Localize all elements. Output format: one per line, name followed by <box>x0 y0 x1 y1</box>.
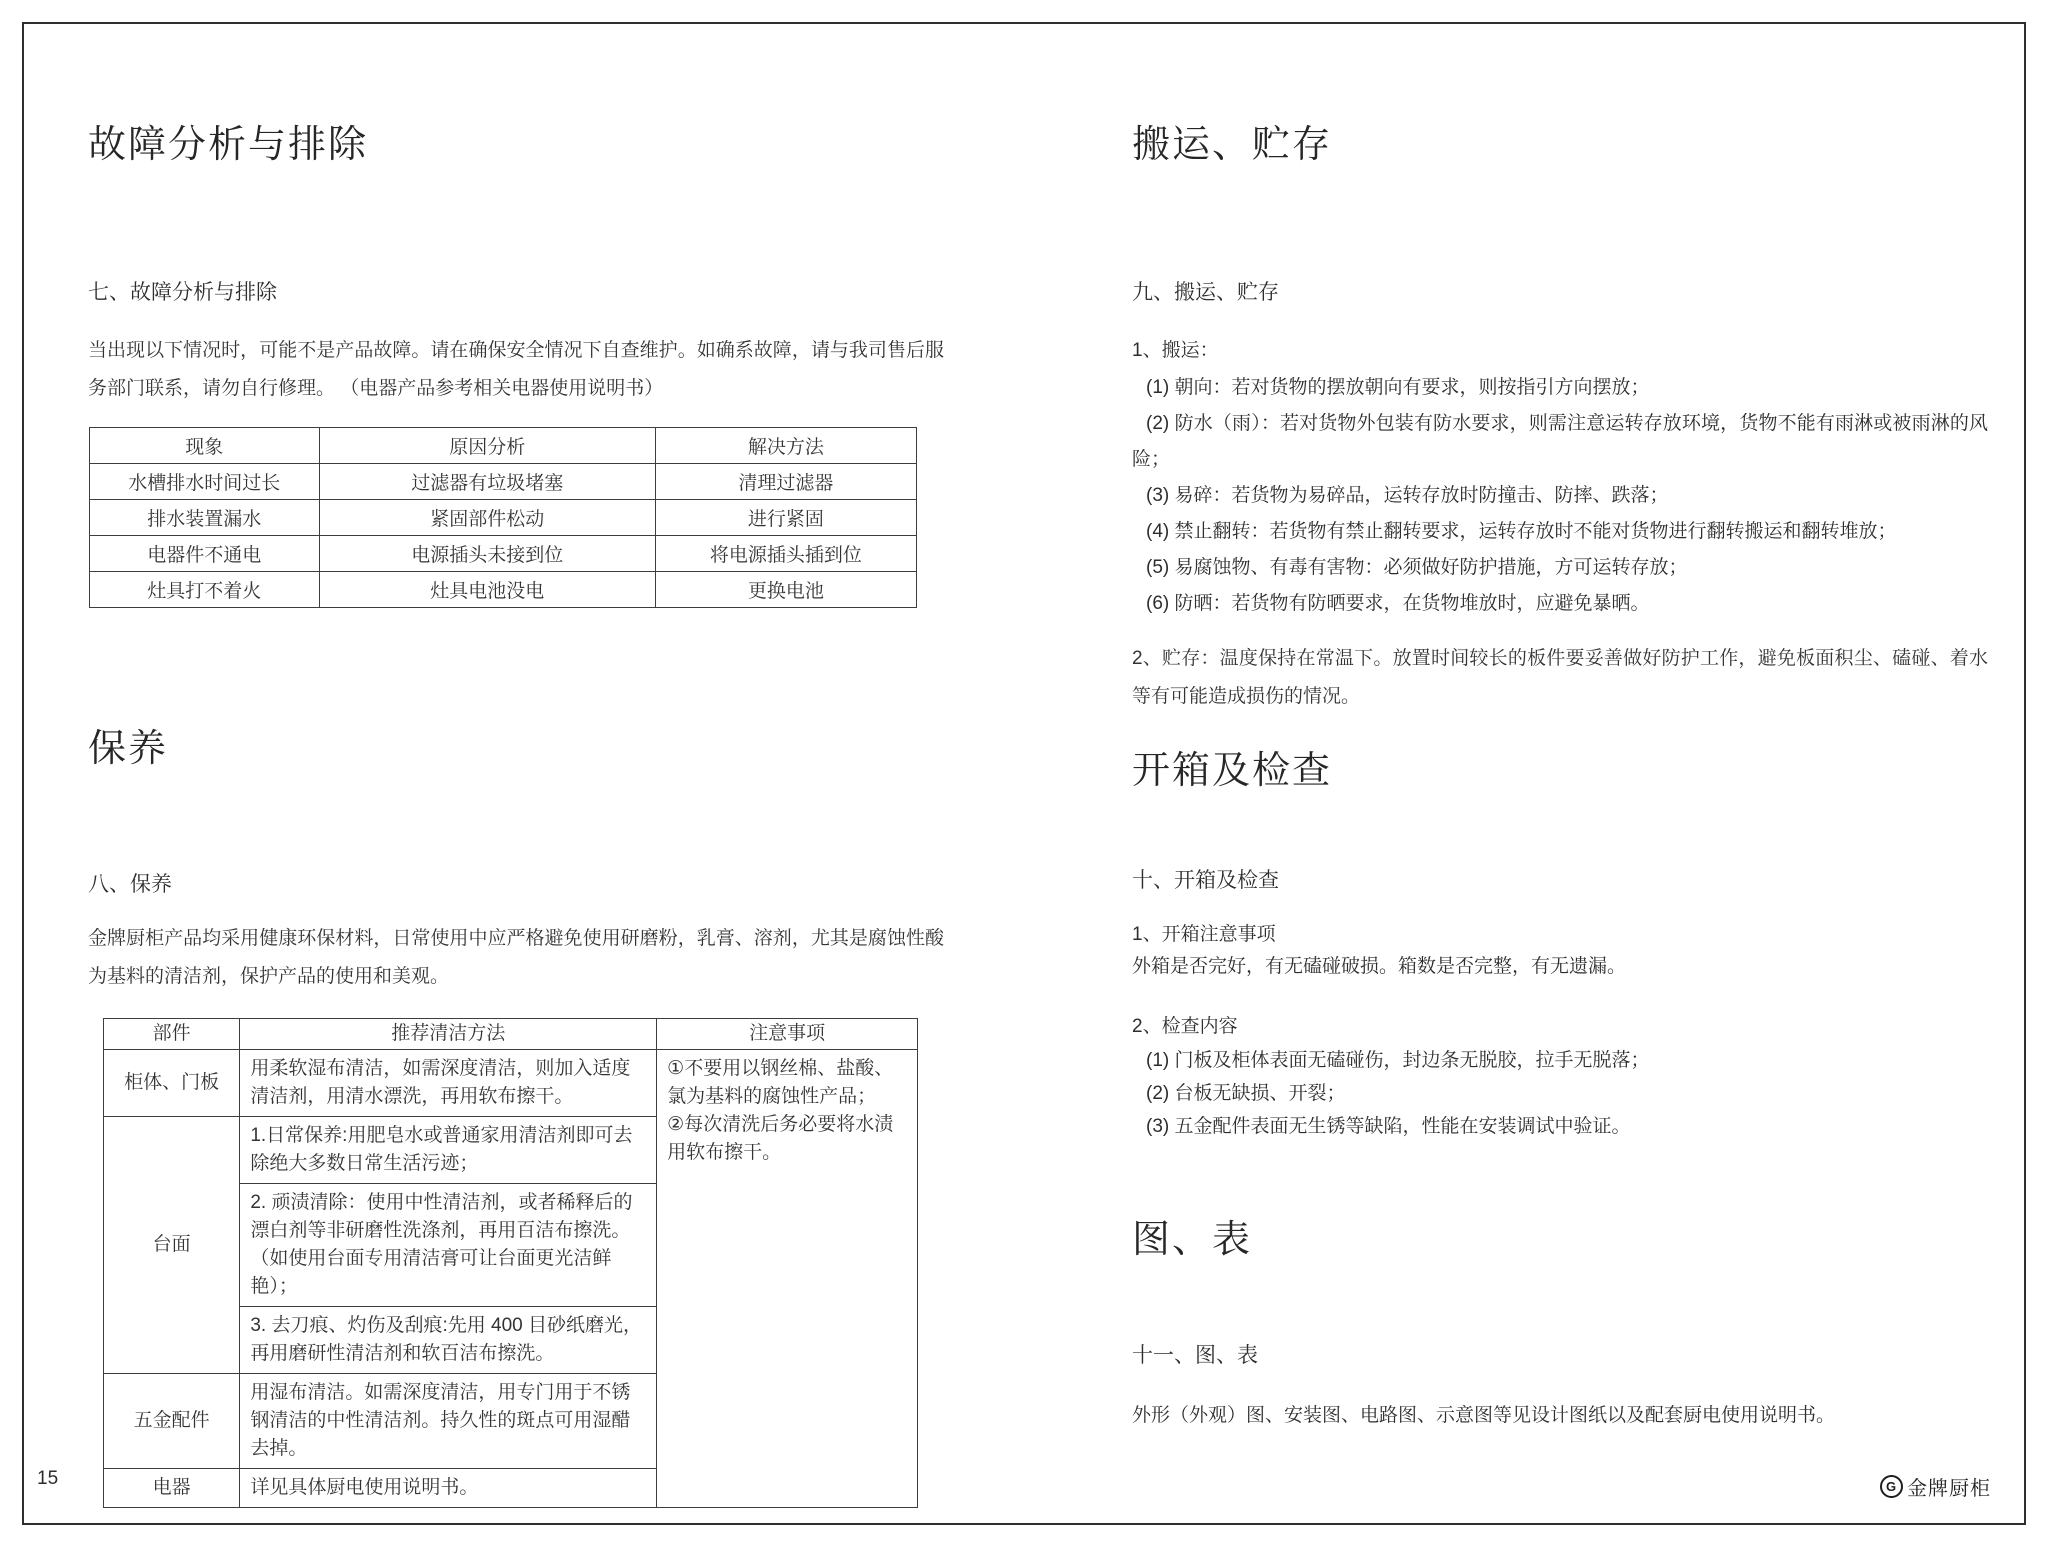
left-page-column <box>88 0 944 1508</box>
table-cell: 排水装置漏水 <box>90 500 320 536</box>
list-item: (2) 防水（雨）：若对货物外包装有防水要求，则需注意运转存放环境，货物不能有雨淋或被雨淋的风险； <box>1132 413 1988 470</box>
brand-logo-text: 金牌厨柜 <box>1907 1478 1991 1500</box>
table-row <box>90 572 917 608</box>
maintenance-table <box>103 1018 918 1508</box>
figures-subheading: 十一、图、表 <box>1132 1344 1258 1367</box>
maintenance-col-notes: 注意事项 <box>657 1019 918 1050</box>
brand-logo <box>1880 1472 1991 1501</box>
fault-col-solution: 解决方法 <box>655 428 916 464</box>
table-cell: 进行紧固 <box>655 500 916 536</box>
fault-col-cause: 原因分析 <box>319 428 655 464</box>
unpacking-item1-label: 1、开箱注意事项 <box>1132 924 1276 945</box>
table-cell: 更换电池 <box>655 572 916 608</box>
transport-section-title: 搬运、贮存 <box>1132 124 1333 166</box>
transport-list <box>1132 370 1988 622</box>
maintenance-subheading: 八、保养 <box>88 873 172 896</box>
list-item: (1) 朝向：若对货物的摆放朝向有要求，则按指引方向摆放； <box>1146 377 1650 398</box>
table-cell: 将电源插头插到位 <box>655 536 916 572</box>
unpacking-item2-label: 2、检查内容 <box>1132 1016 1238 1037</box>
maintenance-intro-paragraph: 金牌厨柜产品均采用健康环保材料，日常使用中应严格避免使用研磨粉，乳膏、溶剂，尤其是腐蚀性酸为基料的清洁剂，保护产品的使用和美观。 <box>88 928 944 987</box>
transport-group1-label: 1、搬运： <box>1132 340 1219 361</box>
table-header-row <box>104 1019 918 1050</box>
table-cell-method: 详见具体厨电使用说明书。 <box>240 1469 657 1508</box>
table-row <box>104 1050 918 1117</box>
table-row <box>90 500 917 536</box>
right-page-column <box>1132 0 1988 1431</box>
figures-section-title: 图、表 <box>1132 1219 1253 1261</box>
table-cell: 灶具电池没电 <box>319 572 655 608</box>
table-cell-method: 3. 去刀痕、灼伤及刮痕:先用 400 目砂纸磨光，再用磨研性清洁剂和软百洁布擦洗。 <box>240 1307 657 1374</box>
table-cell: 紧固部件松动 <box>319 500 655 536</box>
table-cell-part: 电器 <box>104 1469 240 1508</box>
brand-g-icon: G <box>1880 1475 1903 1498</box>
inspection-list <box>1132 1044 1988 1143</box>
table-cell-part: 台面 <box>104 1117 240 1374</box>
list-item: (4) 禁止翻转：若货物有禁止翻转要求，运转存放时不能对货物进行翻转搬运和翻转堆放； <box>1146 521 1897 542</box>
unpacking-section-title: 开箱及检查 <box>1132 750 1333 792</box>
fault-col-symptom: 现象 <box>90 428 320 464</box>
note-line: ①不要用以钢丝棉、盐酸、氯为基料的腐蚀性产品； <box>667 1058 894 1107</box>
table-cell: 清理过滤器 <box>655 464 916 500</box>
table-cell: 电源插头未接到位 <box>319 536 655 572</box>
unpacking-subheading: 十、开箱及检查 <box>1132 869 1279 892</box>
table-cell-method: 1.日常保养:用肥皂水或普通家用清洁剂即可去除绝大多数日常生活污迹； <box>240 1117 657 1184</box>
fault-subheading: 七、故障分析与排除 <box>88 281 277 304</box>
table-cell: 电器件不通电 <box>90 536 320 572</box>
list-item: (1) 门板及柜体表面无磕碰伤，封边条无脱胶，拉手无脱落； <box>1146 1050 1650 1071</box>
table-cell: 水槽排水时间过长 <box>90 464 320 500</box>
fault-table <box>89 427 917 608</box>
list-item: (3) 易碎：若货物为易碎品，运转存放时防撞击、防摔、跌落； <box>1146 485 1669 506</box>
table-row <box>90 464 917 500</box>
table-cell-method: 用柔软湿布清洁，如需深度清洁，则加入适度清洁剂，用清水漂洗，再用软布擦干。 <box>240 1050 657 1117</box>
table-cell-notes <box>657 1050 918 1508</box>
list-item: (3) 五金配件表面无生锈等缺陷，性能在安装调试中验证。 <box>1146 1116 1631 1137</box>
table-cell-method: 用湿布清洁。如需深度清洁，用专门用于不锈钢清洁的中性清洁剂。持久性的斑点可用湿醋去掉。 <box>240 1374 657 1469</box>
fault-intro-paragraph: 当出现以下情况时，可能不是产品故障。请在确保安全情况下自查维护。如确系故障，请与我司售后服务部门联系，请勿自行修理。 （电器产品参考相关电器使用说明书） <box>88 340 944 399</box>
table-row <box>90 536 917 572</box>
table-cell: 灶具打不着火 <box>90 572 320 608</box>
table-cell: 过滤器有垃圾堵塞 <box>319 464 655 500</box>
table-header-row <box>90 428 917 464</box>
table-cell-method: 2. 顽渍清除：使用中性清洁剂，或者稀释后的漂白剂等非研磨性洗涤剂，再用百洁布擦洗。 （如使用台面专用清洁膏可让台面更光洁鲜艳）； <box>240 1184 657 1307</box>
unpacking-item1-text: 外箱是否完好，有无磕碰破损。箱数是否完整，有无遗漏。 <box>1132 956 1627 977</box>
transport-subheading: 九、搬运、贮存 <box>1132 281 1279 304</box>
figures-text: 外形（外观）图、安装图、电路图、示意图等见设计图纸以及配套厨电使用说明书。 <box>1132 1405 1836 1426</box>
list-item: (6) 防晒：若货物有防晒要求，在货物堆放时，应避免暴晒。 <box>1146 593 1650 614</box>
maintenance-section-title: 保养 <box>88 728 169 770</box>
table-cell-part: 柜体、门板 <box>104 1050 240 1117</box>
storage-paragraph: 2、贮存：温度保持在常温下。放置时间较长的板件要妥善做好防护工作，避免板面积尘、磕碰、着水等有可能造成损伤的情况。 <box>1132 648 1988 707</box>
maintenance-col-method: 推荐清洁方法 <box>240 1019 657 1050</box>
list-item: (2) 台板无缺损、开裂； <box>1146 1083 1346 1104</box>
list-item: (5) 易腐蚀物、有毒有害物：必须做好防护措施，方可运转存放； <box>1146 557 1688 578</box>
page-number: 15 <box>37 1468 59 1489</box>
maintenance-col-part: 部件 <box>104 1019 240 1050</box>
table-cell-part: 五金配件 <box>104 1374 240 1469</box>
note-line: ②每次清洗后务必要将水渍用软布擦干。 <box>667 1114 894 1163</box>
fault-section-title: 故障分析与排除 <box>88 124 369 166</box>
